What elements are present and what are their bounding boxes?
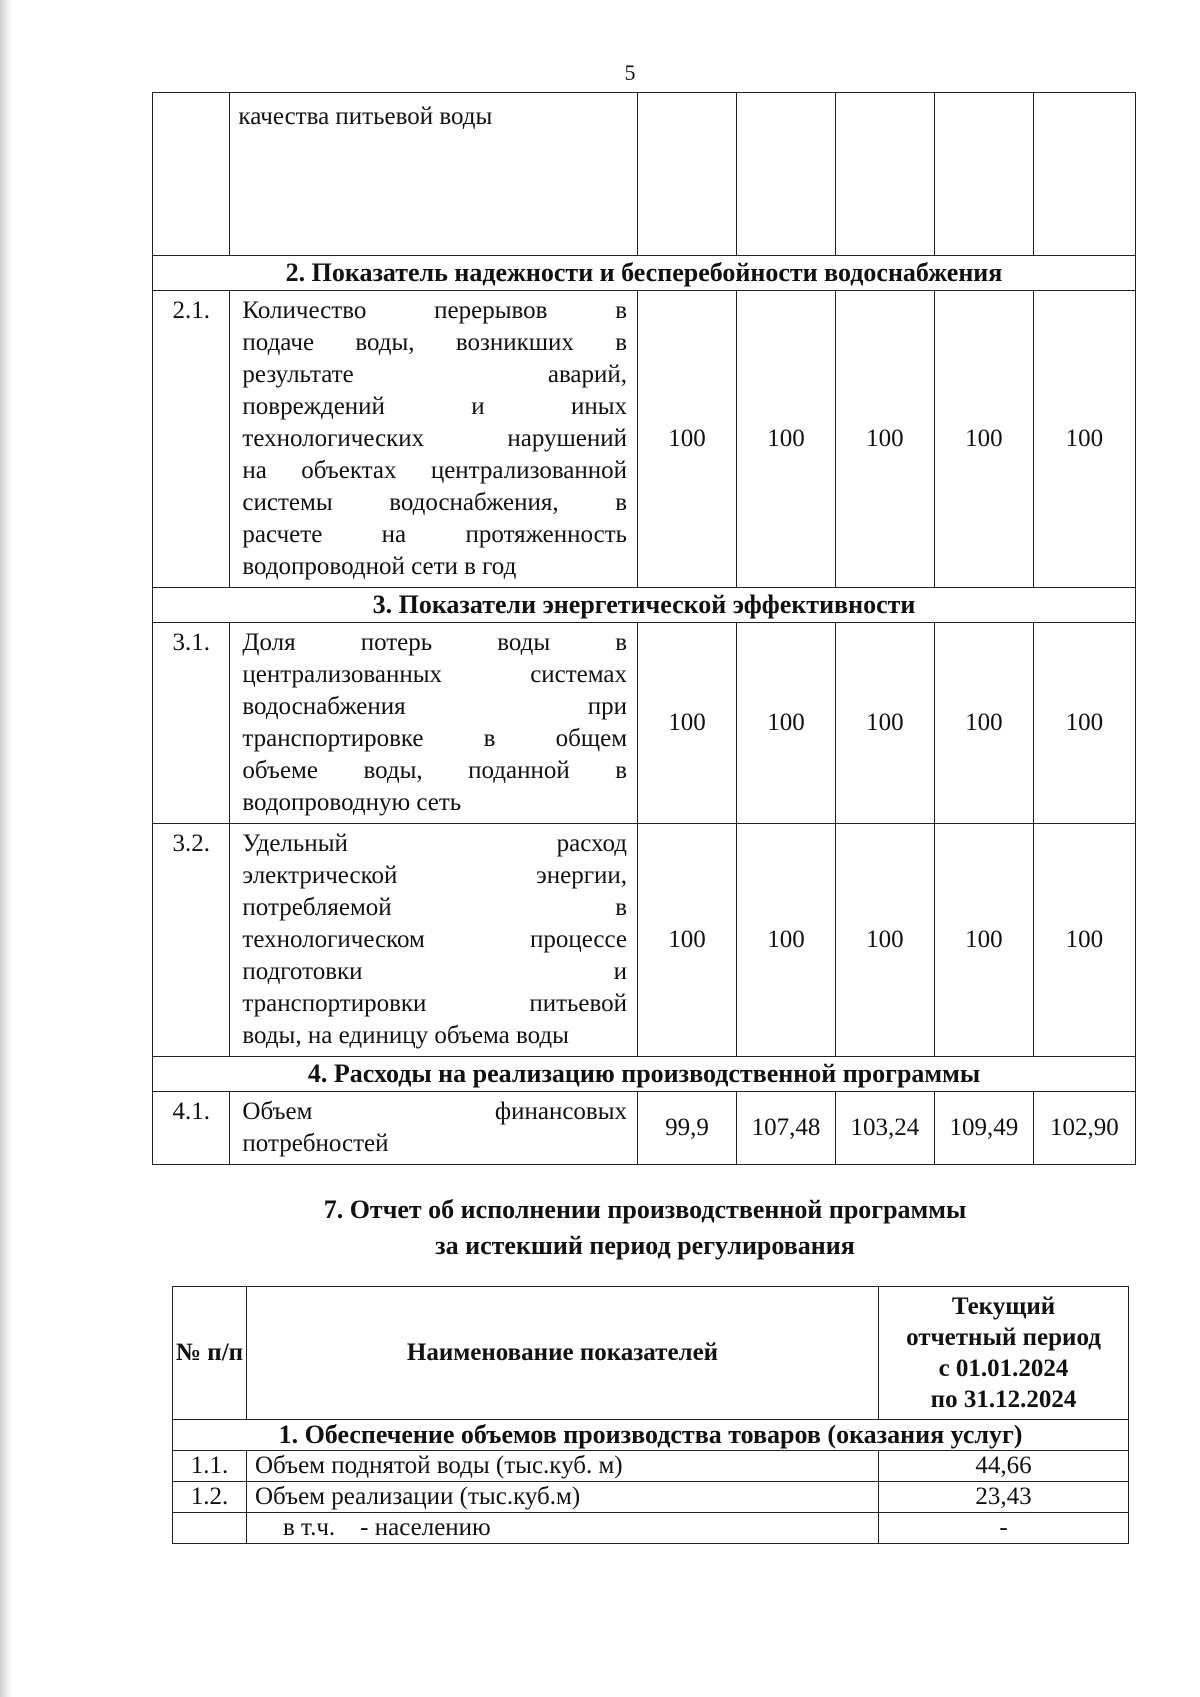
section-title: 2. Показатель надежности и бесперебойности водоснабжения [153,256,1136,291]
row-value: - [879,1513,1129,1544]
row-name: Объем реализации (тыс.куб.м) [247,1482,879,1513]
row-number: 3.1. [153,623,230,824]
table-row [173,1482,1129,1513]
row-value: 23,43 [879,1482,1129,1513]
section-row [153,256,1136,291]
value-cell: 107,48 [736,1092,835,1165]
value-cell: 100 [638,291,737,588]
value-cell: 109,49 [934,1092,1033,1165]
row-name: в т.ч. - населению [247,1513,879,1544]
indicators-table [152,92,1136,1165]
value-cell: 103,24 [835,1092,934,1165]
row-description: Доля потерь воды в централизованных системах водоснабжения при транспортировке в общем объеме воды, поданной в водопроводную сеть [230,623,638,824]
section-row [153,588,1136,623]
row-number: 3.2. [153,824,230,1057]
row-number [173,1513,247,1544]
row-description: Объем финансовых потребностей [230,1092,638,1165]
value-cell: 100 [736,824,835,1057]
table-row [173,1451,1129,1482]
header-period: Текущий отчетный период с 01.01.2024 по 31.12.2024 [879,1287,1129,1420]
value-cell: 100 [1033,623,1135,824]
report-title: 7. Отчет об исполнении производственной программы за истекший период регулирования [323,1195,967,1260]
value-cell: 100 [736,291,835,588]
value-cell: 100 [934,291,1033,588]
value-cell: 100 [1033,291,1135,588]
value-cell: 100 [835,824,934,1057]
value-cell: 100 [835,291,934,588]
table-row [173,1513,1129,1544]
value-cell: 102,90 [1033,1092,1135,1165]
row-number: 1.1. [173,1451,247,1482]
value-cell: 100 [835,623,934,824]
section-title: 3. Показатели энергетической эффективности [153,588,1136,623]
value-cell: 100 [1033,824,1135,1057]
row-text: качества питьевой воды [230,93,638,256]
report-table [172,1286,1129,1544]
header-row [173,1287,1129,1420]
value-cell: 100 [638,824,737,1057]
table-row [153,291,1136,588]
page-number: 5 [624,60,636,85]
value-cell: 100 [638,623,737,824]
table-row [153,93,1136,256]
value-cell: 100 [934,824,1033,1057]
value-cell: 100 [934,623,1033,824]
header-num: № п/п [173,1287,247,1420]
section-title: 4. Расходы на реализацию производственной программы [153,1057,1136,1092]
row-value: 44,66 [879,1451,1129,1482]
value-cell: 99,9 [638,1092,737,1165]
row-description: Количество перерывов в подаче воды, возникших в результате аварий, повреждений и иных технологических нарушений на объектах централизованной системы водоснабжения, в расчете на протяженность водопроводной сети в год [230,291,638,588]
scan-edge [0,0,12,1697]
row-description: Удельный расход электрической энергии, потребляемой в технологическом процессе подготовки и транспортировки питьевой воды, на единицу объема воды [230,824,638,1057]
section-title: 1. Обеспечение объемов производства товаров (оказания услуг) [173,1420,1129,1451]
section-row [173,1420,1129,1451]
row-number: 1.2. [173,1482,247,1513]
row-name: Объем поднятой воды (тыс.куб. м) [247,1451,879,1482]
row-number: 4.1. [153,1092,230,1165]
row-number: 2.1. [153,291,230,588]
value-cell: 100 [736,623,835,824]
table-row [153,824,1136,1057]
table-row [153,623,1136,824]
section-row [153,1057,1136,1092]
header-name: Наименование показателей [247,1287,879,1420]
table-row [153,1092,1136,1165]
